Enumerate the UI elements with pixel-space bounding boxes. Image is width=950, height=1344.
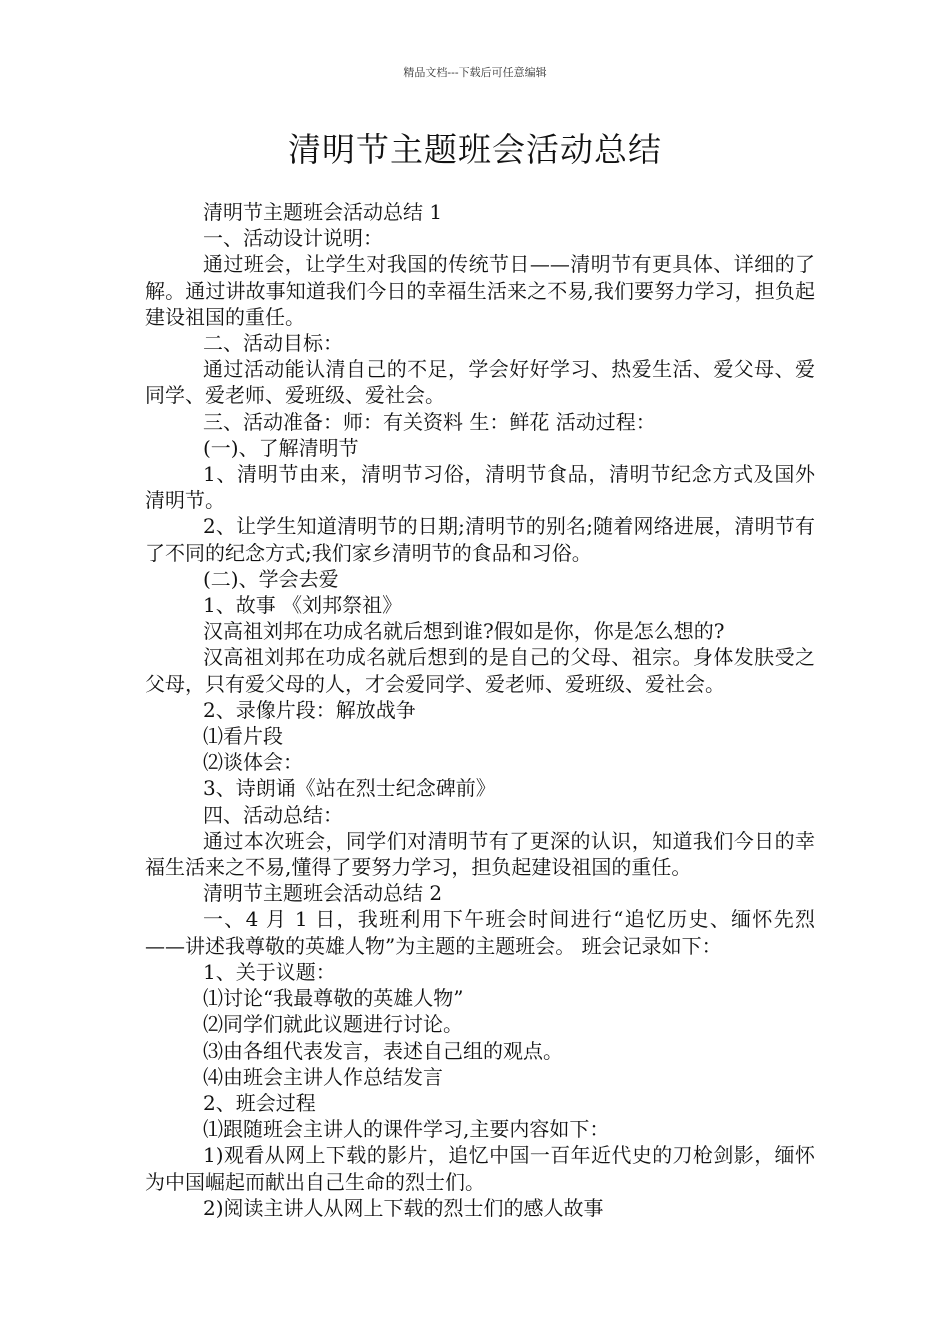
paragraph: ⑴看片段 bbox=[203, 724, 283, 749]
paragraph: 1、故事 《刘邦祭祖》 bbox=[203, 593, 403, 618]
paragraph: ⑵谈体会： bbox=[203, 750, 303, 775]
paragraph: 2、让学生知道清明节的日期;清明节的别名;随着网络进展，清明节有了不同的纪念方式;我们家乡清明节的食品和习俗。 bbox=[145, 514, 815, 565]
page-header-note: 精品文档---下载后可任意编辑 bbox=[403, 66, 547, 79]
paragraph: (二)、学会去爱 bbox=[203, 566, 339, 591]
paragraph: ⑴跟随班会主讲人的课件学习,主要内容如下： bbox=[203, 1117, 610, 1142]
paragraph: 3、诗朗诵《站在烈士纪念碑前》 bbox=[203, 776, 496, 801]
paragraph: 通过班会，让学生对我国的传统节日——清明节有更具体、详细的了解。通过讲故事知道我们今日的幸福生活来之不易,我们要努力学习，担负起建设祖国的重任。 bbox=[145, 252, 815, 329]
document-body bbox=[145, 199, 815, 1221]
paragraph: 通过活动能认清自己的不足，学会好好学习、热爱生活、爱父母、爱同学、爱老师、爱班级、爱社会。 bbox=[145, 357, 815, 408]
paragraph: 一、活动设计说明： bbox=[203, 226, 383, 251]
paragraph: ⑷由班会主讲人作总结发言 bbox=[203, 1064, 443, 1089]
paragraph: 三、活动准备：师：有关资料 生：鲜花 活动过程： bbox=[203, 409, 656, 434]
paragraph: 二、活动目标： bbox=[203, 331, 343, 356]
paragraph: 2)阅读主讲人从网上下载的烈士们的感人故事 bbox=[203, 1195, 604, 1220]
paragraph: 2、班会过程 bbox=[203, 1090, 316, 1115]
paragraph: ⑶由各组代表发言，表述自己组的观点。 bbox=[203, 1038, 563, 1063]
paragraph: 1、清明节由来，清明节习俗，清明节食品，清明节纪念方式及国外清明节。 bbox=[145, 462, 815, 513]
paragraph: 汉高祖刘邦在功成名就后想到的是自己的父母、祖宗。身体发肤受之父母，只有爱父母的人，才会爱同学、爱老师、爱班级、爱社会。 bbox=[145, 645, 815, 696]
paragraph: (一)、了解清明节 bbox=[203, 435, 359, 460]
paragraph: 1)观看从网上下载的影片，追忆中国一百年近代史的刀枪剑影，缅怀为中国崛起而献出自己生命的烈士们。 bbox=[145, 1143, 815, 1194]
paragraph: 四、活动总结： bbox=[203, 802, 343, 827]
document-title: 清明节主题班会活动总结 bbox=[288, 130, 662, 169]
paragraph: 清明节主题班会活动总结 1 bbox=[203, 200, 443, 224]
paragraph: 清明节主题班会活动总结 2 bbox=[203, 881, 443, 906]
paragraph: 1、关于议题： bbox=[203, 959, 336, 984]
paragraph: 2、录像片段：解放战争 bbox=[203, 697, 416, 722]
paragraph: 通过本次班会，同学们对清明节有了更深的认识，知道我们今日的幸福生活来之不易,懂得了要努力学习，担负起建设祖国的重任。 bbox=[145, 828, 815, 880]
paragraph: 一、4 月 1 日，我班利用下午班会时间进行“追忆历史、缅怀先烈——讲述我尊敬的英雄人物”为主题的主题班会。 班会记录如下： bbox=[145, 907, 815, 958]
paragraph: ⑴讨论“我最尊敬的英雄人物” bbox=[203, 986, 464, 1011]
paragraph: ⑵同学们就此议题进行讨论。 bbox=[203, 1012, 463, 1037]
paragraph: 汉高祖刘邦在功成名就后想到谁?假如是你，你是怎么想的? bbox=[203, 619, 725, 644]
